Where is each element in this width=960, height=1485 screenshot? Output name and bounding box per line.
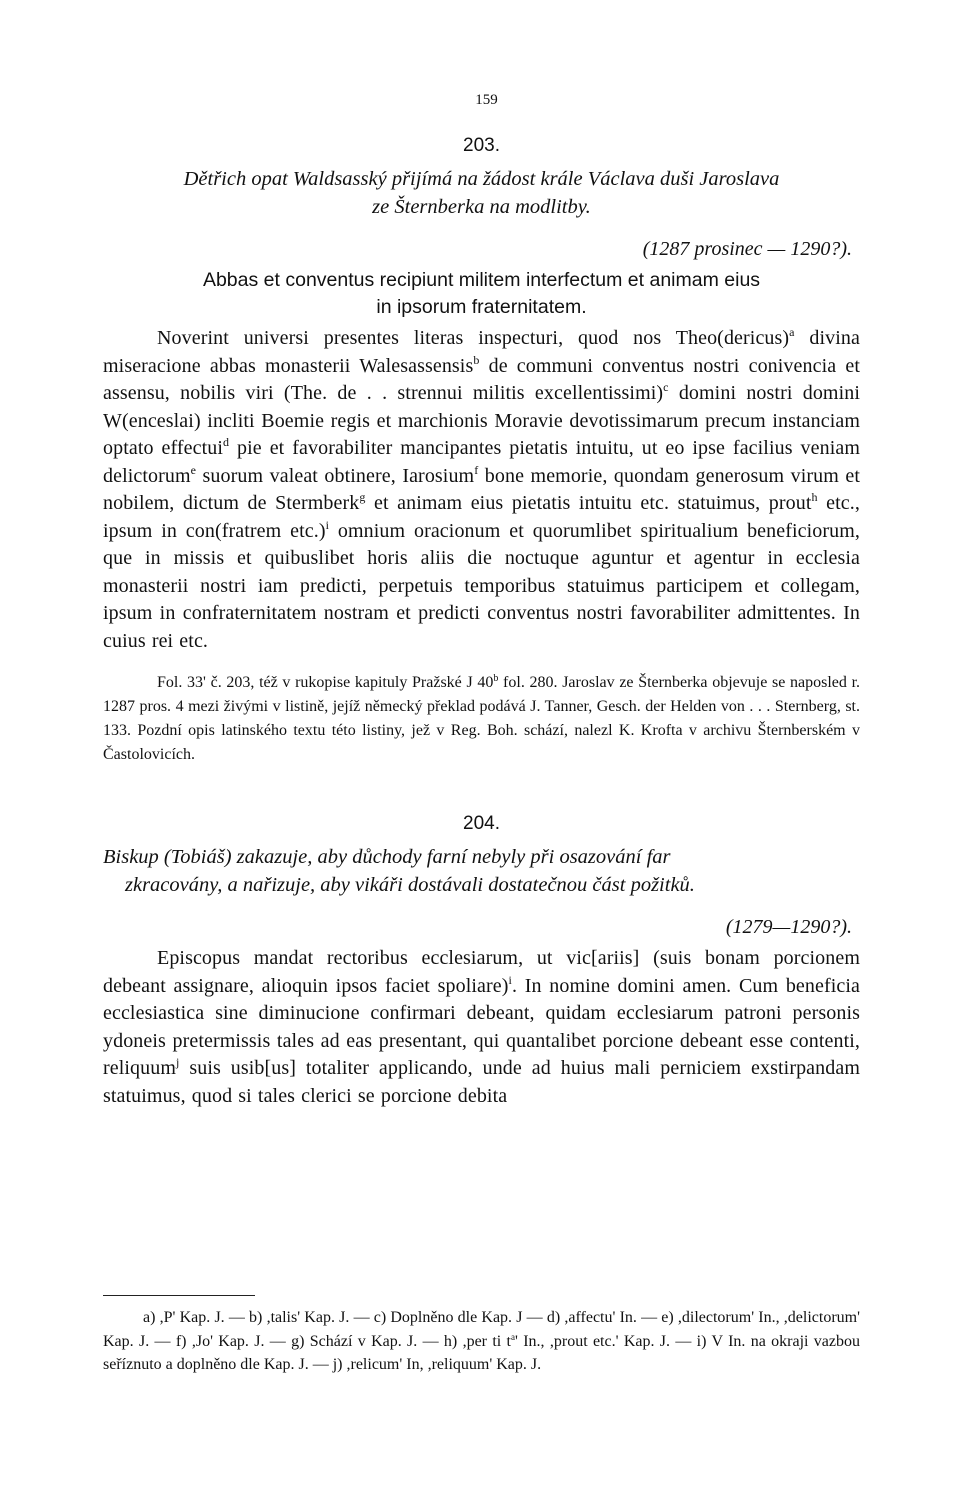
footnote-marker: d [223, 435, 230, 449]
document-203 [103, 135, 860, 767]
text-segment: Episcopus mandat rectoribus ecclesiarum, ut vic[ariis] (suis bonam porcionem debeant assignare, alioquin ipsos faciet spoliare) [103, 947, 860, 997]
document-204 [103, 813, 860, 1110]
document-date: (1279—1290?). [725, 916, 852, 938]
footnote-marker: f [474, 462, 479, 477]
footnote-marker: h [811, 490, 818, 504]
document-title-line: Dětřich opat Waldsasský přijímá na žádost krále Václava duši Jaroslava [183, 168, 780, 190]
document-title-line: zkracovány, a nařizuje, aby vikáři dostávali dostatečnou část požitků. [125, 874, 695, 896]
document-title [103, 843, 860, 899]
document-title-line: Biskup (Tobiáš) zakazuje, aby důchody farní nebyly při osazování far [103, 846, 671, 868]
document-date: (1287 prosinec — 1290?). [642, 238, 852, 260]
note-superscript: b [493, 673, 499, 684]
note-segment: fol. 280. Jaroslav ze Šternberka objevuje se naposled r. 1287 pros. 4 mezi živými v listině, jejíž německý překlad podává J. Tanner, Gesch. der Helden von . . . Sternberg, st. 133. Pozdní opis latinského textu této listiny, jež v Reg. Boh. schází, nalezl K. Krofta v archivu Šternberském v Častolovicích. [103, 674, 861, 763]
text-segment: Noverint universi presentes literas inspecturi, quod nos Theo(dericus) [157, 327, 790, 349]
text-segment: pie et favorabiliter mancipantes pietatis intuitu, ut eo ipse facilius veniam delictorum [103, 437, 860, 487]
text-segment: de communi conventus nostri conivencia et assensu, nobilis viri (The. de . . strennui militis excellentissimi) [103, 354, 860, 404]
regest-line: Abbas et conventus recipiunt militem interfectum et animam eius [202, 269, 761, 291]
footnote-marker: c [663, 380, 669, 394]
page-number: 159 [475, 92, 498, 108]
footnote-segment: ' In., ,prout etc.' Kap. J. — i) V In. na okraji vazbou seříznuto a doplněno dle Kap. J. — j) ,relicum' In, ,reliquum' Kap. J. [103, 1332, 860, 1373]
footnote-marker: i [508, 972, 512, 987]
footnote-text [103, 1306, 860, 1377]
footnote-marker: e [190, 462, 197, 477]
footnote-superscript: a [511, 1331, 515, 1342]
document-title-line: ze Šternberka na modlitby. [372, 196, 591, 218]
editorial-note [103, 671, 860, 767]
document-number: 204. [463, 813, 500, 834]
document-regest [103, 267, 860, 321]
footnote-marker: b [473, 352, 480, 367]
text-segment: bone memorie, quondam generosum virum et nobilem, dictum de Stermberk [103, 464, 860, 514]
text-segment: domini nostri domini W(enceslai) incliti Boemie regis et marchionis Moravie devotissimarum precum instanciam optato effectui [103, 382, 860, 459]
document-text [103, 945, 860, 1110]
footnote-marker: i [325, 517, 330, 532]
footnote-marker: a [789, 325, 795, 339]
text-segment: etc., ipsum in con(fratrem etc.) [103, 492, 860, 542]
document-text [103, 325, 860, 655]
footnote-segment: a) ,P' Kap. J. — b) ,talis' Kap. J. — c) Doplněno dle Kap. J — d) ,affectu' In. — e) ,dilectorum' In., ,delictorum' Kap. J. — f) ,Jo' Kap. J. — g) Schází v Kap. J. — h) ,per ti t [103, 1309, 860, 1350]
text-segment: suorum valeat obtinere, Iarosium [196, 464, 475, 487]
footnote-divider [103, 1295, 255, 1296]
text-segment: suis usib[us] totaliter applicando, unde ad huius mali perniciem exstirpandam statuimus, quod si tales clerici se porcione debita [103, 1057, 860, 1107]
document-title [103, 165, 860, 221]
document-number: 203. [463, 135, 500, 156]
page-content [103, 92, 860, 1110]
footnote-marker: j [176, 1055, 180, 1069]
text-segment: omnium oracionum et quorumlibet spiritualium beneficiorum, que in missis et quibuslibet horis aliis die noctuque aguntur et agentur in ecclesia monasterii nostri iam predicti, perpetuis temporibus statuimus participem et collegam, ipsum in confraternitatem nostram et predicti conventus nostri favorabiliter admittentes. In cuius rei etc. [103, 519, 860, 652]
regest-line: in ipsorum fraternitatem. [376, 296, 587, 318]
text-segment: divina miseracione abbas monasterii Walesassensis [103, 327, 860, 377]
footnote-marker: g [359, 490, 366, 504]
text-segment: et animam eius pietatis intuitu etc. statuimus, prout [365, 492, 812, 514]
text-segment: . In nomine domini amen. Cum beneficia ecclesiastica sine diminucione confirmari debeant, quidam ecclesiarum patroni personis ydoneis pretermissis tales ad eas presentant, qui quantalibet porcione debeant esse contenti, reliquum [103, 974, 860, 1079]
note-segment: Fol. 33' č. 203, též v rukopise kapituly Pražské J 40 [157, 674, 494, 691]
footnotes [103, 1295, 860, 1377]
